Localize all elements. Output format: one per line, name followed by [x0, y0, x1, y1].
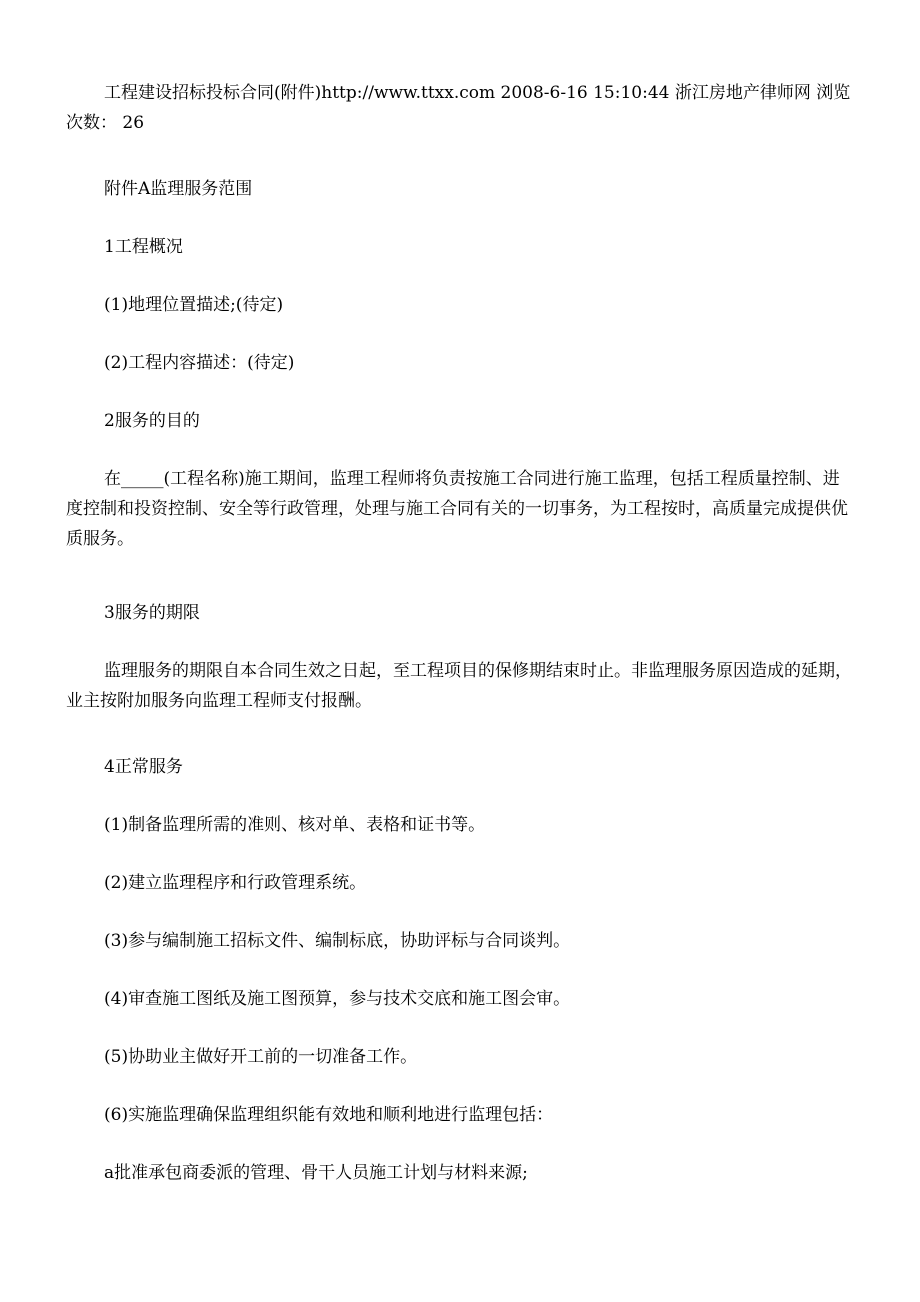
list-item: (2)建立监理程序和行政管理系统。 [104, 873, 367, 893]
list-item: (1)地理位置描述;(待定) [104, 295, 284, 315]
body-paragraph-term: 监理服务的期限自本合同生效之日起，至工程项目的保修期结束时止。非监理服务原因造成的延期，业主按附加服务向监理工程师支付报酬。 [66, 661, 852, 711]
list-item: (5)协助业主做好开工前的一切准备工作。 [104, 1047, 418, 1067]
list-item: a批准承包商委派的管理、骨干人员施工计划与材料来源; [104, 1163, 528, 1183]
list-item: (1)制备监理所需的准则、核对单、表格和证书等。 [104, 815, 486, 835]
header-line: 工程建设招标投标合同(附件)http://www.ttxx.com 2008-6-16 15:10:44 浙江房地产律师网 浏览次数： 26 [66, 83, 851, 133]
list-item: (2)工程内容描述：(待定) [104, 353, 295, 373]
list-item: (3)参与编制施工招标文件、编制标底，协助评标与合同谈判。 [104, 931, 571, 951]
body-paragraph-purpose: 在_____(工程名称)施工期间，监理工程师将负责按施工合同进行施工监理，包括工程质量控制、进度控制和投资控制、安全等行政管理，处理与施工合同有关的一切事务，为工程按时，高质量完成提供优质服务。 [66, 469, 848, 549]
section-heading-annex-a: 附件A监理服务范围 [104, 179, 253, 199]
list-item: (4)审查施工图纸及施工图预算，参与技术交底和施工图会审。 [104, 989, 571, 1009]
section-heading-4: 4正常服务 [104, 757, 183, 777]
section-heading-1: 1工程概况 [104, 237, 183, 257]
list-item: (6)实施监理确保监理组织能有效地和顺利地进行监理包括： [104, 1105, 554, 1125]
section-heading-2: 2服务的目的 [104, 411, 200, 431]
section-heading-3: 3服务的期限 [104, 603, 200, 623]
